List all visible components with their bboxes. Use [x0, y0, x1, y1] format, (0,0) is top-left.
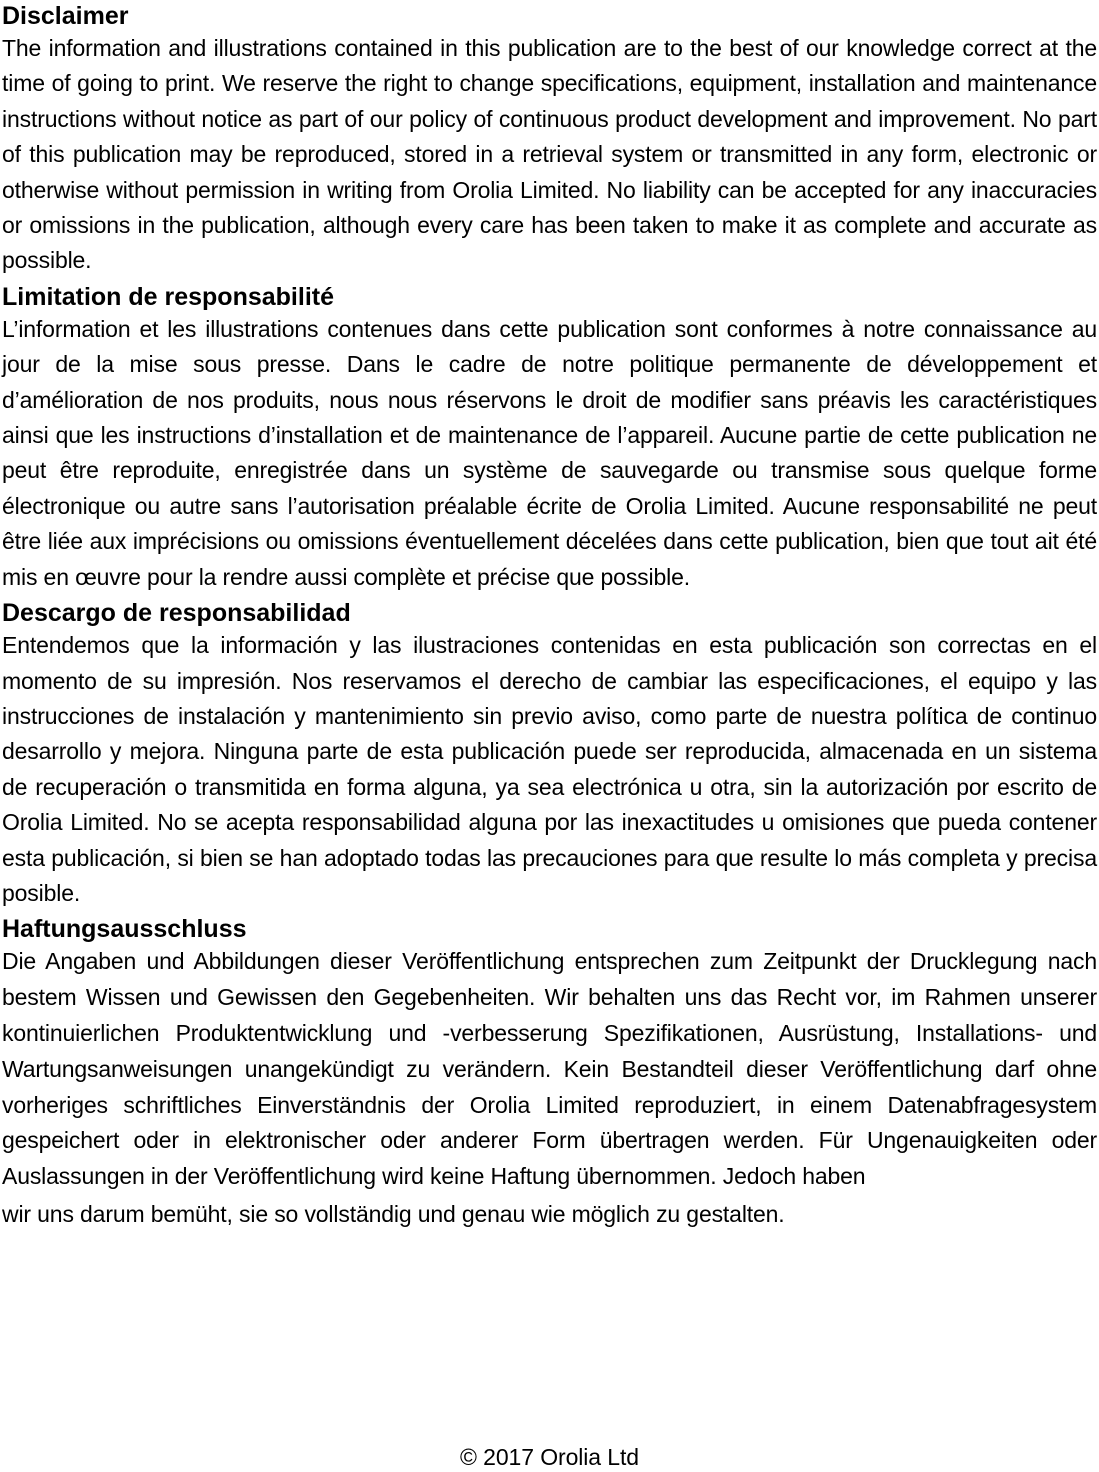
section-disclaimer-es [2, 597, 1097, 911]
section-heading: Descargo de responsabilidad [2, 599, 351, 628]
section-body: The information and illustrations contained in this publication are to the best of our knowledge correct at the time of going to print. We reserve the right to change specifications, equipment, installation and maintenance instructions without notice as part of our policy of continuous product development and improvement. No part of this publication may be reproduced, stored in a retrieval system or transmitted in any form, electronic or otherwise without permission in writing from Orolia Limited. No liability can be accepted for any inaccuracies or omissions in the publication, although every care has been taken to make it as complete and accurate as possible. [2, 35, 1097, 274]
section-body: Entendemos que la información y las ilustraciones contenidas en esta publicación son correctas en el momento de su impresión. Nos reservamos el derecho de cambiar las especificaciones, el equipo y las instrucciones de instalación y mantenimiento sin previo aviso, como parte de nuestra política de continuo desarrollo y mejora. Ninguna parte de esta publicación puede ser reproducida, almacenada en un sistema de recuperación o transmitida en forma alguna, ya sea electrónica u otra, sin la autorización por escrito de Orolia Limited. No se acepta responsabilidad alguna por las inexactitudes u omisiones que pueda contener esta publicación, si bien se han adoptado todas las precauciones para que resulte lo más completa y precisa posible. [2, 632, 1097, 906]
section-body: Die Angaben und Abbildungen dieser Veröffentlichung entsprechen zum Zeitpunkt der Drucklegung nach bestem Wissen und Gewissen den Gegebenheiten. Wir behalten uns das Recht vor, im Rahmen unserer kontinuierlichen Produktentwicklung und -verbesserung Spezifikationen, Ausrüstung, Installations- und Wartungsanweisungen unangekündigt zu verändern. Kein Bestandteil dieser Veröffentlichung darf ohne vorheriges schriftliches Einverständnis der Orolia Limited reproduziert, in einem Datenabfragesystem gespeichert oder in elektronischer oder anderer Form übertragen werden. Für Ungenauigkeiten oder Auslassungen in der Veröffentlichung wird keine Haftung übernommen. Jedoch haben [2, 948, 1097, 1190]
section-body-last-line: wir uns darum bemüht, sie so vollständig und genau wie möglich zu gestalten. [2, 1200, 785, 1227]
section-body: L’information et les illustrations contenues dans cette publication sont conformes à notre connaissance au jour de la mise sous presse. Dans le cadre de notre politique permanente de développement et d’amélioration de nos produits, nous nous réservons le droit de modifier sans préavis les caractéristiques ainsi que les instructions d’installation et de maintenance de l’appareil. Aucune partie de cette publication ne peut être reproduite, enregistrée dans un système de sauvegarde ou transmise sous quelque forme électronique ou autre sans l’autorisation préalable écrite de Orolia Limited. Aucune responsabilité ne peut être liée aux imprécisions ou omissions éventuellement décelées dans cette publication, bien que tout ait été mis en œuvre pour la rendre aussi complète et précise que possible. [2, 315, 1097, 590]
copyright-footer: © 2017 Orolia Ltd [460, 1444, 639, 1470]
section-disclaimer-de [2, 913, 1097, 1232]
section-disclaimer-fr [2, 281, 1097, 595]
section-heading: Limitation de responsabilité [2, 282, 334, 311]
section-heading: Disclaimer [2, 2, 129, 30]
section-heading: Haftungsausschluss [2, 915, 247, 944]
section-disclaimer-en [2, 0, 1097, 279]
